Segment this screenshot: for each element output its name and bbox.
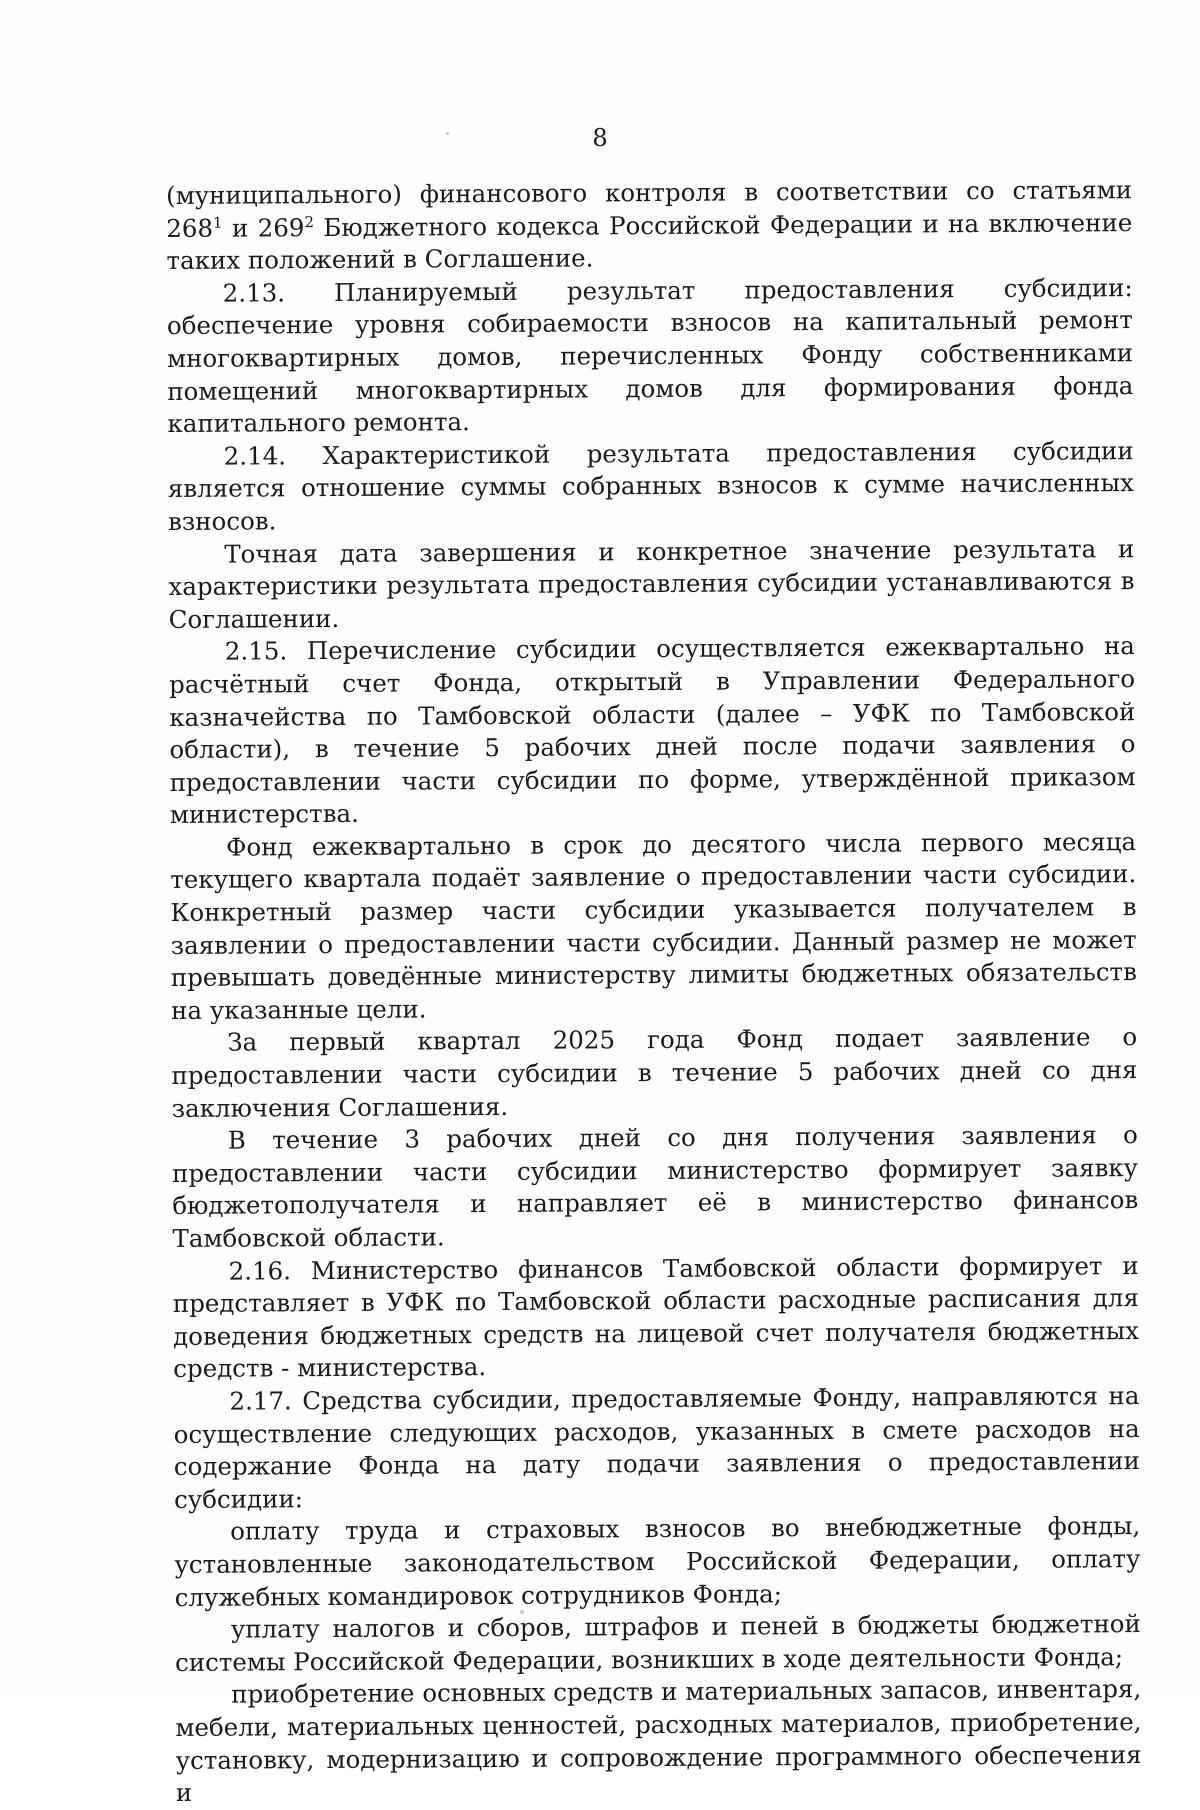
list-item-labor: оплату труда и страховых взносов во внебюджетные фонды, установленные законодательством Российской Федерации, оплату служебных командировок сотрудников Фонда; <box>174 1511 1141 1612</box>
paragraph-2-17: 2.17. Средства субсидии, предоставляемые Фонду, направляются на осуществление следующих расходов, указанных в смете расходов на содержание Фонда на дату подачи заявления о предоставлении субсидии: <box>173 1381 1140 1514</box>
list-item-assets: приобретение основных средств и материальных запасов, инвентаря, мебели, материальных ценностей, расходных материалов, приобретение, установку, модернизацию и сопровождение программного обеспечения и <box>175 1674 1142 1808</box>
paragraph-three-days: В течение 3 рабочих дней со дня получения заявления о предоставлении части субсидии министерство формирует заявку бюджетополучателя и направляет её в министерство финансов Тамбовской области. <box>171 1120 1139 1253</box>
page-number: 8 <box>592 124 608 152</box>
document-body <box>166 174 1142 1810</box>
paragraph-2-15: 2.15. Перечисление субсидии осуществляется ежеквартально на расчётный счет Фонда, открытый в Управлении Федерального казначейства по Тамбовской области (далее – УФК по Тамбовской области), в течение 5 рабочих дней после подачи заявления о предоставлении части субсидии по форме, утверждённой приказом министерства. <box>168 631 1136 830</box>
superscript: 2 <box>304 212 315 231</box>
paragraph-text: и 269 <box>222 212 305 243</box>
paragraph-2-14: 2.14. Характеристикой результата предоставления субсидии является отношение суммы собранных взносов к сумме начисленных взносов. <box>167 435 1134 536</box>
paragraph-fund-quarterly: Фонд ежеквартально в срок до десятого числа первого месяца текущего квартала подаёт заявление о предоставлении части субсидии. Конкретный размер части субсидии указывается получателем в заявлении о предоставлении части субсидии. Данный размер не может превышать доведённые министерству лимиты бюджетных обязательств на указанные цели. <box>170 826 1137 1025</box>
paragraph-2-13: 2.13. Планируемый результат предоставления субсидии: обеспечение уровня собираемости взносов на капитальный ремонт многоквартирных домов, перечисленных Фонду собственниками помещений многоквартирных домов для формирования фонда капитального ремонта. <box>166 272 1134 439</box>
paragraph-text: Бюджетного кодекса Российской Федерации и на включение таких положений в Соглашение. <box>166 207 1133 276</box>
superscript: 1 <box>212 213 223 232</box>
list-item-taxes: уплату налогов и сборов, штрафов и пеней в бюджеты бюджетной системы Российской Федерации, возникших в ходе деятельности Фонда; <box>174 1609 1141 1677</box>
paragraph-text: (муниципального) финансового контроля в соответствии со статьями 268 <box>166 175 1133 243</box>
paragraph-2-16: 2.16. Министерство финансов Тамбовской области формирует и представляет в УФК по Тамбовской области расходные расписания для доведения бюджетных средств на лицевой счет получателя бюджетных средств - министерства. <box>172 1250 1140 1384</box>
paragraph-continuation <box>166 174 1133 278</box>
paragraph-exact-date: Точная дата завершения и конкретное значение результата и характеристики результата предоставления субсидии устанавливаются в Соглашении. <box>168 533 1135 634</box>
paragraph-first-quarter: За первый квартал 2025 года Фонд подает заявление о предоставлении части субсидии в течение 5 рабочих дней со дня заключения Соглашения. <box>171 1022 1138 1123</box>
